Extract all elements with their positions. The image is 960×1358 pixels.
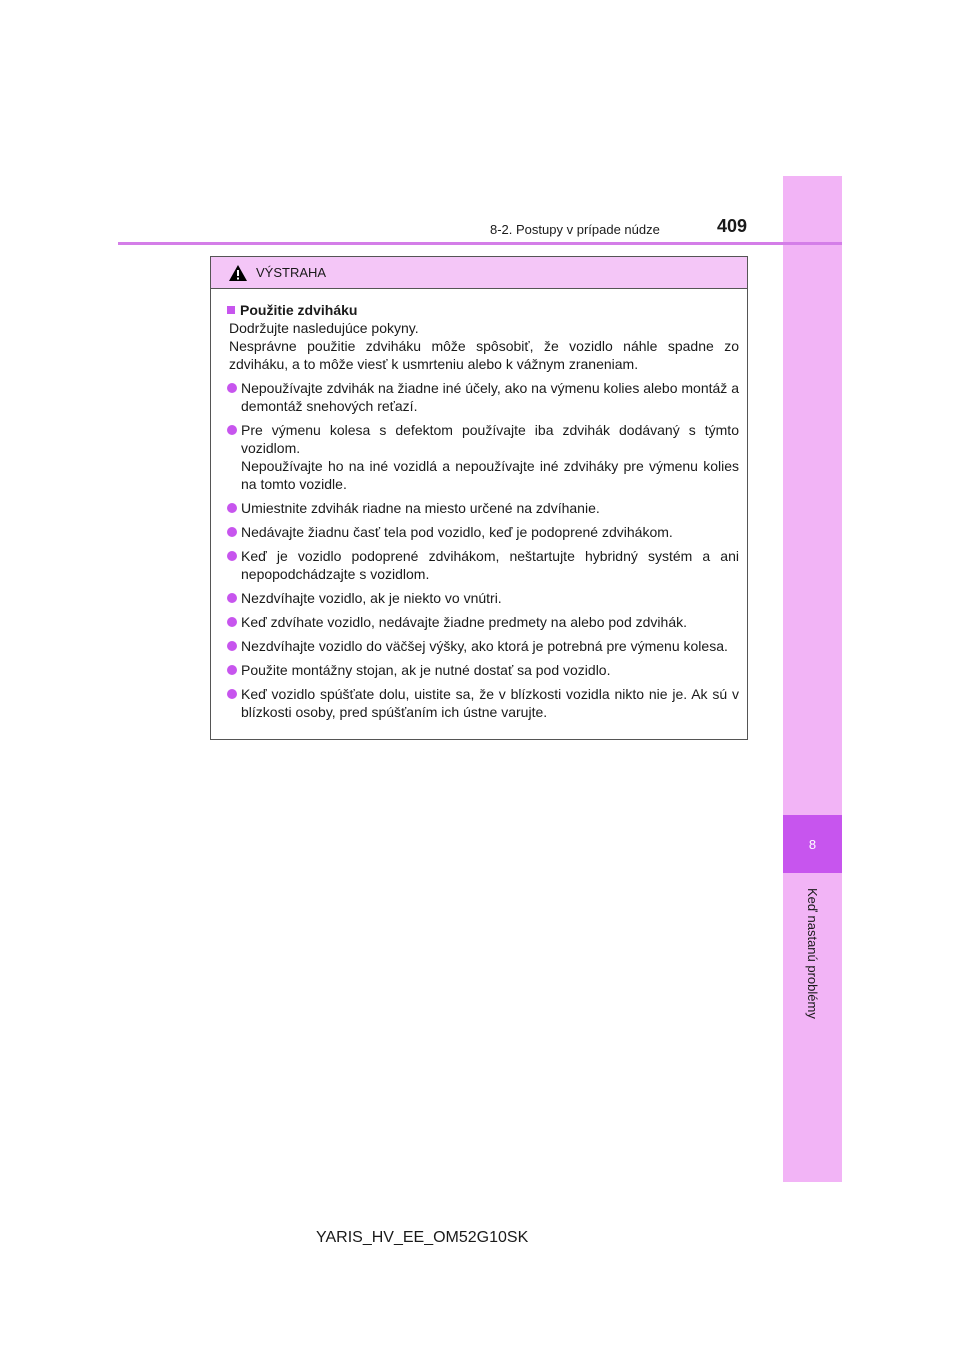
chapter-number-tab[interactable]: 8 xyxy=(783,815,842,873)
list-item xyxy=(227,523,739,541)
warning-heading-text: Použitie zdviháku xyxy=(240,302,358,318)
list-item-text: Keď vozidlo spúšťate dolu, uistite sa, že v blízkosti vozidla nikto nie je. Ak sú v blízkosti osoby, pred spúšťaním ich ústne varujte. xyxy=(241,686,739,720)
warning-box xyxy=(210,256,748,740)
list-item xyxy=(227,421,739,493)
list-item xyxy=(227,547,739,583)
bullet-dot-icon xyxy=(227,641,237,651)
square-bullet-icon xyxy=(227,306,235,314)
list-item-text: Pre výmenu kolesa s defektom používajte iba zdvihák dodávaný s týmto vozidlom. Nepoužívajte ho na iné vozidlá a nepoužívajte iné zdviháky pre výmenu kolies na tomto vozidle. xyxy=(241,422,739,492)
warning-header xyxy=(211,257,747,289)
list-item xyxy=(227,499,739,517)
bullet-dot-icon xyxy=(227,551,237,561)
intro-line: Nesprávne použitie zdviháku môže spôsobiť, že vozidlo náhle spadne zo zdviháku, a to môže viesť k usmrteniu alebo k vážnym zraneniam. xyxy=(229,338,739,372)
bullet-dot-icon xyxy=(227,383,237,393)
bullet-dot-icon xyxy=(227,617,237,627)
list-item xyxy=(227,661,739,679)
warning-body xyxy=(211,289,747,721)
list-item-text: Keď je vozidlo podoprené zdvihákom, neštartujte hybridný systém a ani nepopodchádzajte s vozidlom. xyxy=(241,548,739,582)
chapter-title-vertical: Keď nastanú problémy xyxy=(805,888,820,1019)
list-item-text: Použite montážny stojan, ak je nutné dostať sa pod vozidlo. xyxy=(241,662,611,678)
list-item xyxy=(227,589,739,607)
list-item-text: Nezdvíhajte vozidlo do väčšej výšky, ako ktorá je potrebná pre výmenu kolesa. xyxy=(241,638,728,654)
header-divider xyxy=(118,242,842,245)
bullet-dot-icon xyxy=(227,689,237,699)
list-item xyxy=(227,685,739,721)
bullet-dot-icon xyxy=(227,527,237,537)
warning-bullet-list xyxy=(227,379,739,721)
list-item xyxy=(227,613,739,631)
list-item-text: Nepoužívajte zdvihák na žiadne iné účely, ako na výmenu kolies alebo montáž a demontáž snehových reťazí. xyxy=(241,380,739,414)
warning-title: VÝSTRAHA xyxy=(256,265,327,280)
list-item-text: Nezdvíhajte vozidlo, ak je niekto vo vnútri. xyxy=(241,590,502,606)
list-item xyxy=(227,637,739,655)
list-item xyxy=(227,379,739,415)
document-code: YARIS_HV_EE_OM52G10SK xyxy=(316,1229,529,1246)
list-item-text: Nedávajte žiadnu časť tela pod vozidlo, keď je podoprené zdvihákom. xyxy=(241,524,673,540)
bullet-dot-icon xyxy=(227,593,237,603)
page-number: 409 xyxy=(717,216,748,236)
intro-line: Dodržujte nasledujúce pokyny. xyxy=(229,320,419,336)
bullet-dot-icon xyxy=(227,503,237,513)
warning-triangle-icon xyxy=(228,264,248,282)
list-item-text: Umiestnite zdvihák riadne na miesto určené na zdvíhanie. xyxy=(241,500,600,516)
warning-subheading xyxy=(227,301,739,319)
section-title: 8-2. Postupy v prípade núdze xyxy=(490,222,660,237)
bullet-dot-icon xyxy=(227,665,237,675)
list-item-text: Keď zdvíhate vozidlo, nedávajte žiadne predmety na alebo pod zdvihák. xyxy=(241,614,688,630)
bullet-dot-icon xyxy=(227,425,237,435)
warning-intro xyxy=(227,319,739,373)
